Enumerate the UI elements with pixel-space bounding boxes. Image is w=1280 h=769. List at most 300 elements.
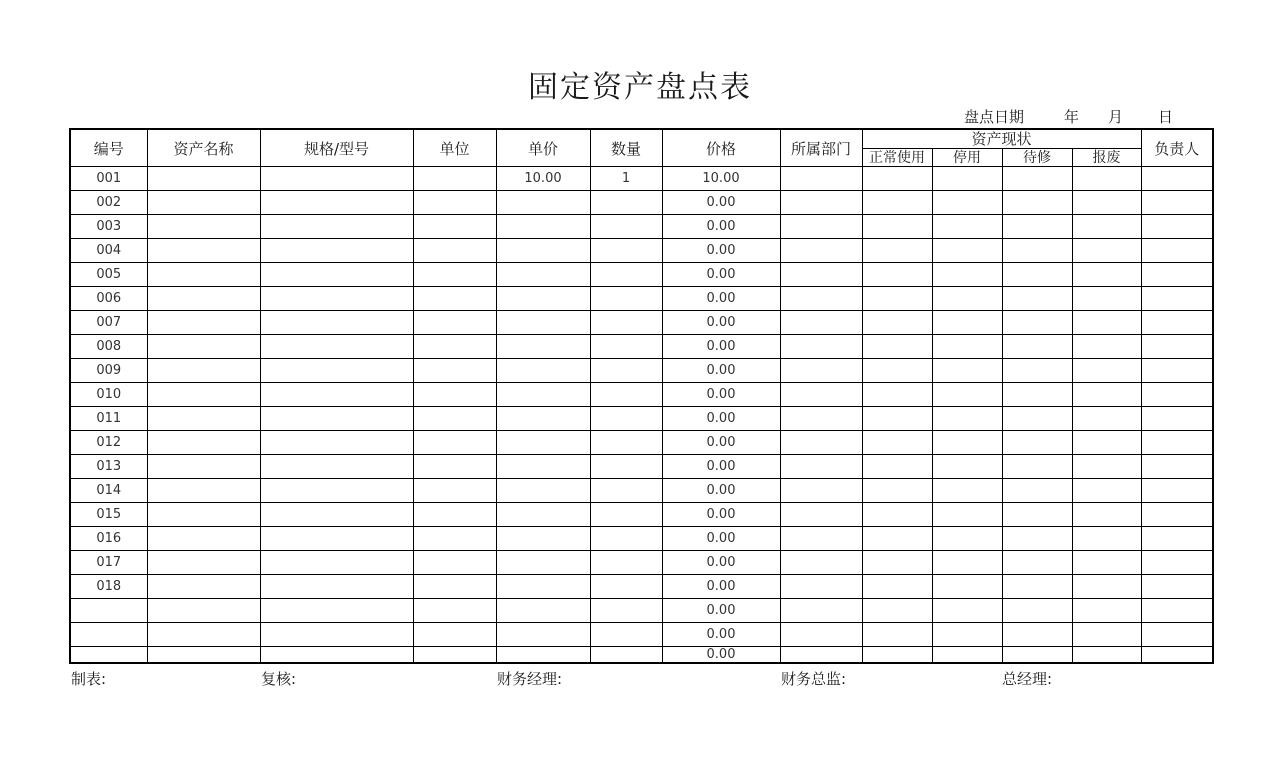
cell-department[interactable] xyxy=(780,239,862,263)
cell-quantity[interactable] xyxy=(590,383,662,407)
cell-id[interactable]: 005 xyxy=(70,263,147,287)
cell-unit[interactable] xyxy=(413,479,496,503)
cell-owner[interactable] xyxy=(1141,575,1213,599)
cell-status-normal[interactable] xyxy=(862,215,932,239)
cell-id[interactable]: 013 xyxy=(70,455,147,479)
table-row xyxy=(70,287,1213,311)
cell-quantity[interactable] xyxy=(590,263,662,287)
cell-spec-model[interactable] xyxy=(260,455,413,479)
cell-id[interactable]: 008 xyxy=(70,335,147,359)
cell-owner[interactable] xyxy=(1141,239,1213,263)
cell-owner[interactable] xyxy=(1141,431,1213,455)
cell-id[interactable]: 011 xyxy=(70,407,147,431)
cell-department[interactable] xyxy=(780,623,862,647)
cell-status-scrapped[interactable] xyxy=(1072,455,1141,479)
cell-status-stopped[interactable] xyxy=(932,575,1002,599)
cell-status-repair[interactable] xyxy=(1002,167,1072,191)
cell-status-scrapped[interactable] xyxy=(1072,167,1141,191)
cell-department[interactable] xyxy=(780,599,862,623)
cell-price[interactable]: 0.00 xyxy=(662,407,780,431)
cell-status-normal[interactable] xyxy=(862,287,932,311)
cell-unit[interactable] xyxy=(413,191,496,215)
cell-asset-name[interactable] xyxy=(147,503,260,527)
cell-status-normal[interactable] xyxy=(862,311,932,335)
cell-id[interactable]: 014 xyxy=(70,479,147,503)
cell-status-normal[interactable] xyxy=(862,359,932,383)
cell-status-stopped[interactable] xyxy=(932,647,1002,664)
cell-owner[interactable] xyxy=(1141,191,1213,215)
cell-asset-name[interactable] xyxy=(147,335,260,359)
cell-status-scrapped[interactable] xyxy=(1072,215,1141,239)
cell-quantity[interactable] xyxy=(590,215,662,239)
cell-unit[interactable] xyxy=(413,647,496,664)
cell-id[interactable]: 016 xyxy=(70,527,147,551)
table-row xyxy=(70,263,1213,287)
cell-department[interactable] xyxy=(780,287,862,311)
cell-unit[interactable] xyxy=(413,575,496,599)
footer-reviewed-by: 复核: xyxy=(261,670,297,688)
cell-status-stopped[interactable] xyxy=(932,479,1002,503)
cell-spec-model[interactable] xyxy=(260,479,413,503)
cell-asset-name[interactable] xyxy=(147,239,260,263)
cell-status-normal[interactable] xyxy=(862,191,932,215)
cell-quantity[interactable] xyxy=(590,623,662,647)
cell-unit[interactable] xyxy=(413,167,496,191)
table-row xyxy=(70,215,1213,239)
cell-status-scrapped[interactable] xyxy=(1072,239,1141,263)
cell-price[interactable]: 0.00 xyxy=(662,503,780,527)
footer-finance-director: 财务总监: xyxy=(781,670,847,688)
cell-status-scrapped[interactable] xyxy=(1072,407,1141,431)
cell-asset-name[interactable] xyxy=(147,431,260,455)
cell-status-repair[interactable] xyxy=(1002,239,1072,263)
cell-asset-name[interactable] xyxy=(147,311,260,335)
header-id: 编号 xyxy=(70,129,147,167)
cell-status-stopped[interactable] xyxy=(932,455,1002,479)
cell-department[interactable] xyxy=(780,383,862,407)
cell-status-normal[interactable] xyxy=(862,335,932,359)
cell-status-stopped[interactable] xyxy=(932,407,1002,431)
cell-status-repair[interactable] xyxy=(1002,335,1072,359)
page-title: 固定资产盘点表 xyxy=(528,70,752,105)
cell-status-repair[interactable] xyxy=(1002,191,1072,215)
cell-status-normal[interactable] xyxy=(862,599,932,623)
cell-status-stopped[interactable] xyxy=(932,191,1002,215)
cell-spec-model[interactable] xyxy=(260,575,413,599)
cell-spec-model[interactable] xyxy=(260,311,413,335)
cell-department[interactable] xyxy=(780,527,862,551)
cell-asset-name[interactable] xyxy=(147,527,260,551)
cell-status-repair[interactable] xyxy=(1002,647,1072,664)
cell-asset-name[interactable] xyxy=(147,599,260,623)
cell-owner[interactable] xyxy=(1141,647,1213,664)
date-label: 盘点日期 xyxy=(964,108,1025,126)
cell-status-repair[interactable] xyxy=(1002,455,1072,479)
cell-status-scrapped[interactable] xyxy=(1072,599,1141,623)
header-asset-status: 资产现状 xyxy=(862,129,1141,149)
cell-spec-model[interactable] xyxy=(260,503,413,527)
cell-price[interactable]: 0.00 xyxy=(662,215,780,239)
cell-price[interactable]: 0.00 xyxy=(662,311,780,335)
cell-status-scrapped[interactable] xyxy=(1072,431,1141,455)
cell-price[interactable]: 0.00 xyxy=(662,479,780,503)
table-row xyxy=(70,335,1213,359)
cell-department[interactable] xyxy=(780,335,862,359)
cell-status-repair[interactable] xyxy=(1002,479,1072,503)
cell-spec-model[interactable] xyxy=(260,215,413,239)
cell-id[interactable]: 003 xyxy=(70,215,147,239)
cell-status-repair[interactable] xyxy=(1002,359,1072,383)
cell-status-repair[interactable] xyxy=(1002,599,1072,623)
cell-price[interactable]: 0.00 xyxy=(662,335,780,359)
cell-unit-price[interactable] xyxy=(496,647,590,664)
cell-asset-name[interactable] xyxy=(147,551,260,575)
cell-asset-name[interactable] xyxy=(147,359,260,383)
cell-unit-price[interactable] xyxy=(496,407,590,431)
cell-status-stopped[interactable] xyxy=(932,527,1002,551)
cell-unit-price[interactable] xyxy=(496,479,590,503)
cell-status-repair[interactable] xyxy=(1002,575,1072,599)
cell-unit[interactable] xyxy=(413,503,496,527)
cell-id[interactable]: 004 xyxy=(70,239,147,263)
cell-asset-name[interactable] xyxy=(147,623,260,647)
cell-status-stopped[interactable] xyxy=(932,335,1002,359)
header-asset-name: 资产名称 xyxy=(147,129,260,167)
cell-id[interactable] xyxy=(70,623,147,647)
cell-status-repair[interactable] xyxy=(1002,431,1072,455)
cell-status-normal[interactable] xyxy=(862,551,932,575)
cell-unit-price[interactable] xyxy=(496,191,590,215)
cell-asset-name[interactable] xyxy=(147,287,260,311)
cell-owner[interactable] xyxy=(1141,479,1213,503)
cell-price[interactable]: 0.00 xyxy=(662,527,780,551)
cell-status-stopped[interactable] xyxy=(932,359,1002,383)
cell-owner[interactable] xyxy=(1141,455,1213,479)
cell-status-stopped[interactable] xyxy=(932,383,1002,407)
cell-owner[interactable] xyxy=(1141,599,1213,623)
cell-price[interactable]: 0.00 xyxy=(662,263,780,287)
cell-asset-name[interactable] xyxy=(147,455,260,479)
cell-unit[interactable] xyxy=(413,311,496,335)
cell-status-scrapped[interactable] xyxy=(1072,263,1141,287)
cell-id[interactable]: 012 xyxy=(70,431,147,455)
cell-department[interactable] xyxy=(780,647,862,664)
cell-department[interactable] xyxy=(780,479,862,503)
header-status-scrapped: 报废 xyxy=(1072,149,1141,167)
cell-asset-name[interactable] xyxy=(147,383,260,407)
cell-status-normal[interactable] xyxy=(862,527,932,551)
cell-quantity[interactable] xyxy=(590,311,662,335)
header-row xyxy=(70,129,1213,149)
cell-owner[interactable] xyxy=(1141,335,1213,359)
cell-status-normal[interactable] xyxy=(862,623,932,647)
cell-status-stopped[interactable] xyxy=(932,431,1002,455)
cell-asset-name[interactable] xyxy=(147,479,260,503)
cell-unit-price[interactable] xyxy=(496,215,590,239)
cell-quantity[interactable] xyxy=(590,359,662,383)
cell-status-stopped[interactable] xyxy=(932,287,1002,311)
cell-unit[interactable] xyxy=(413,551,496,575)
cell-status-normal[interactable] xyxy=(862,239,932,263)
cell-quantity[interactable]: 1 xyxy=(590,167,662,191)
cell-status-scrapped[interactable] xyxy=(1072,383,1141,407)
cell-id[interactable]: 006 xyxy=(70,287,147,311)
table-row xyxy=(70,191,1213,215)
cell-price[interactable]: 0.00 xyxy=(662,455,780,479)
cell-unit-price[interactable] xyxy=(496,239,590,263)
cell-price[interactable]: 0.00 xyxy=(662,383,780,407)
cell-quantity[interactable] xyxy=(590,287,662,311)
cell-owner[interactable] xyxy=(1141,287,1213,311)
cell-spec-model[interactable] xyxy=(260,335,413,359)
cell-spec-model[interactable] xyxy=(260,599,413,623)
cell-owner[interactable] xyxy=(1141,167,1213,191)
cell-status-normal[interactable] xyxy=(862,167,932,191)
header-department: 所属部门 xyxy=(780,129,862,167)
cell-unit[interactable] xyxy=(413,335,496,359)
cell-price[interactable]: 0.00 xyxy=(662,647,780,664)
cell-status-normal[interactable] xyxy=(862,455,932,479)
cell-unit[interactable] xyxy=(413,455,496,479)
cell-price[interactable]: 0.00 xyxy=(662,191,780,215)
cell-unit-price[interactable] xyxy=(496,527,590,551)
header-status-repair: 待修 xyxy=(1002,149,1072,167)
cell-status-stopped[interactable] xyxy=(932,167,1002,191)
cell-spec-model[interactable] xyxy=(260,527,413,551)
cell-quantity[interactable] xyxy=(590,599,662,623)
cell-status-scrapped[interactable] xyxy=(1072,191,1141,215)
cell-status-repair[interactable] xyxy=(1002,551,1072,575)
cell-unit[interactable] xyxy=(413,383,496,407)
cell-status-stopped[interactable] xyxy=(932,215,1002,239)
cell-status-normal[interactable] xyxy=(862,431,932,455)
cell-unit-price[interactable] xyxy=(496,503,590,527)
cell-status-repair[interactable] xyxy=(1002,383,1072,407)
cell-unit[interactable] xyxy=(413,359,496,383)
cell-unit-price[interactable] xyxy=(496,431,590,455)
cell-owner[interactable] xyxy=(1141,407,1213,431)
cell-asset-name[interactable] xyxy=(147,215,260,239)
cell-department[interactable] xyxy=(780,575,862,599)
cell-status-stopped[interactable] xyxy=(932,623,1002,647)
cell-status-stopped[interactable] xyxy=(932,311,1002,335)
cell-status-repair[interactable] xyxy=(1002,407,1072,431)
cell-spec-model[interactable] xyxy=(260,623,413,647)
cell-unit[interactable] xyxy=(413,431,496,455)
cell-department[interactable] xyxy=(780,191,862,215)
cell-department[interactable] xyxy=(780,551,862,575)
cell-status-repair[interactable] xyxy=(1002,623,1072,647)
cell-quantity[interactable] xyxy=(590,527,662,551)
cell-asset-name[interactable] xyxy=(147,167,260,191)
cell-unit[interactable] xyxy=(413,407,496,431)
cell-status-normal[interactable] xyxy=(862,263,932,287)
cell-owner[interactable] xyxy=(1141,215,1213,239)
cell-owner[interactable] xyxy=(1141,551,1213,575)
cell-status-stopped[interactable] xyxy=(932,503,1002,527)
cell-status-repair[interactable] xyxy=(1002,311,1072,335)
cell-owner[interactable] xyxy=(1141,359,1213,383)
cell-unit[interactable] xyxy=(413,263,496,287)
cell-unit-price[interactable] xyxy=(496,551,590,575)
cell-quantity[interactable] xyxy=(590,503,662,527)
cell-quantity[interactable] xyxy=(590,191,662,215)
cell-id[interactable] xyxy=(70,599,147,623)
table-row xyxy=(70,479,1213,503)
cell-id[interactable]: 015 xyxy=(70,503,147,527)
cell-department[interactable] xyxy=(780,167,862,191)
cell-unit-price[interactable] xyxy=(496,263,590,287)
cell-status-normal[interactable] xyxy=(862,575,932,599)
cell-owner[interactable] xyxy=(1141,623,1213,647)
cell-unit-price[interactable] xyxy=(496,383,590,407)
header-status-normal: 正常使用 xyxy=(862,149,932,167)
cell-status-stopped[interactable] xyxy=(932,239,1002,263)
cell-asset-name[interactable] xyxy=(147,647,260,664)
cell-unit-price[interactable] xyxy=(496,359,590,383)
cell-id[interactable]: 001 xyxy=(70,167,147,191)
cell-status-normal[interactable] xyxy=(862,647,932,664)
header-unit-price: 单价 xyxy=(496,129,590,167)
year-label: 年 xyxy=(1064,108,1080,126)
cell-department[interactable] xyxy=(780,407,862,431)
cell-department[interactable] xyxy=(780,215,862,239)
table-row xyxy=(70,551,1213,575)
cell-id[interactable]: 002 xyxy=(70,191,147,215)
cell-spec-model[interactable] xyxy=(260,287,413,311)
cell-department[interactable] xyxy=(780,431,862,455)
cell-price[interactable]: 0.00 xyxy=(662,551,780,575)
cell-unit[interactable] xyxy=(413,287,496,311)
cell-owner[interactable] xyxy=(1141,527,1213,551)
cell-unit[interactable] xyxy=(413,623,496,647)
cell-status-repair[interactable] xyxy=(1002,263,1072,287)
cell-unit-price[interactable] xyxy=(496,335,590,359)
table-row xyxy=(70,575,1213,599)
cell-spec-model[interactable] xyxy=(260,383,413,407)
cell-id[interactable]: 007 xyxy=(70,311,147,335)
cell-spec-model[interactable] xyxy=(260,359,413,383)
cell-status-normal[interactable] xyxy=(862,383,932,407)
cell-quantity[interactable] xyxy=(590,551,662,575)
cell-spec-model[interactable] xyxy=(260,263,413,287)
cell-price[interactable]: 0.00 xyxy=(662,575,780,599)
cell-asset-name[interactable] xyxy=(147,191,260,215)
cell-status-normal[interactable] xyxy=(862,407,932,431)
cell-status-stopped[interactable] xyxy=(932,263,1002,287)
cell-department[interactable] xyxy=(780,359,862,383)
cell-unit-price[interactable] xyxy=(496,599,590,623)
cell-status-scrapped[interactable] xyxy=(1072,479,1141,503)
cell-unit-price[interactable] xyxy=(496,455,590,479)
cell-asset-name[interactable] xyxy=(147,407,260,431)
cell-status-stopped[interactable] xyxy=(932,551,1002,575)
cell-unit-price[interactable]: 10.00 xyxy=(496,167,590,191)
cell-unit-price[interactable] xyxy=(496,287,590,311)
cell-price[interactable]: 10.00 xyxy=(662,167,780,191)
cell-price[interactable]: 0.00 xyxy=(662,623,780,647)
cell-quantity[interactable] xyxy=(590,479,662,503)
cell-status-scrapped[interactable] xyxy=(1072,335,1141,359)
cell-spec-model[interactable] xyxy=(260,191,413,215)
cell-status-repair[interactable] xyxy=(1002,215,1072,239)
cell-status-scrapped[interactable] xyxy=(1072,527,1141,551)
cell-status-repair[interactable] xyxy=(1002,503,1072,527)
cell-quantity[interactable] xyxy=(590,407,662,431)
cell-status-scrapped[interactable] xyxy=(1072,623,1141,647)
cell-spec-model[interactable] xyxy=(260,551,413,575)
cell-unit[interactable] xyxy=(413,239,496,263)
day-label: 日 xyxy=(1158,108,1174,126)
cell-spec-model[interactable] xyxy=(260,167,413,191)
cell-unit-price[interactable] xyxy=(496,311,590,335)
cell-quantity[interactable] xyxy=(590,647,662,664)
cell-id[interactable]: 017 xyxy=(70,551,147,575)
cell-status-stopped[interactable] xyxy=(932,599,1002,623)
cell-quantity[interactable] xyxy=(590,239,662,263)
cell-status-normal[interactable] xyxy=(862,503,932,527)
cell-owner[interactable] xyxy=(1141,383,1213,407)
cell-quantity[interactable] xyxy=(590,455,662,479)
cell-status-scrapped[interactable] xyxy=(1072,359,1141,383)
cell-unit[interactable] xyxy=(413,599,496,623)
cell-spec-model[interactable] xyxy=(260,239,413,263)
cell-id[interactable] xyxy=(70,647,147,664)
cell-status-scrapped[interactable] xyxy=(1072,287,1141,311)
cell-price[interactable]: 0.00 xyxy=(662,359,780,383)
cell-status-scrapped[interactable] xyxy=(1072,551,1141,575)
table-row xyxy=(70,503,1213,527)
header-quantity: 数量 xyxy=(590,129,662,167)
cell-asset-name[interactable] xyxy=(147,263,260,287)
cell-unit[interactable] xyxy=(413,527,496,551)
cell-asset-name[interactable] xyxy=(147,575,260,599)
cell-owner[interactable] xyxy=(1141,503,1213,527)
cell-unit[interactable] xyxy=(413,215,496,239)
cell-status-scrapped[interactable] xyxy=(1072,503,1141,527)
cell-owner[interactable] xyxy=(1141,263,1213,287)
cell-status-scrapped[interactable] xyxy=(1072,647,1141,664)
cell-quantity[interactable] xyxy=(590,431,662,455)
cell-quantity[interactable] xyxy=(590,335,662,359)
footer-finance-manager: 财务经理: xyxy=(497,670,563,688)
header-spec-model: 规格/型号 xyxy=(260,129,413,167)
cell-status-normal[interactable] xyxy=(862,479,932,503)
cell-spec-model[interactable] xyxy=(260,407,413,431)
cell-department[interactable] xyxy=(780,263,862,287)
cell-price[interactable]: 0.00 xyxy=(662,239,780,263)
cell-price[interactable]: 0.00 xyxy=(662,287,780,311)
cell-department[interactable] xyxy=(780,455,862,479)
cell-status-repair[interactable] xyxy=(1002,527,1072,551)
cell-spec-model[interactable] xyxy=(260,647,413,664)
cell-department[interactable] xyxy=(780,503,862,527)
cell-department[interactable] xyxy=(780,311,862,335)
cell-unit-price[interactable] xyxy=(496,575,590,599)
cell-status-repair[interactable] xyxy=(1002,287,1072,311)
cell-id[interactable]: 018 xyxy=(70,575,147,599)
cell-status-scrapped[interactable] xyxy=(1072,311,1141,335)
cell-price[interactable]: 0.00 xyxy=(662,431,780,455)
cell-spec-model[interactable] xyxy=(260,431,413,455)
cell-id[interactable]: 010 xyxy=(70,383,147,407)
cell-price[interactable]: 0.00 xyxy=(662,599,780,623)
cell-owner[interactable] xyxy=(1141,311,1213,335)
cell-quantity[interactable] xyxy=(590,575,662,599)
cell-id[interactable]: 009 xyxy=(70,359,147,383)
cell-status-scrapped[interactable] xyxy=(1072,575,1141,599)
cell-unit-price[interactable] xyxy=(496,623,590,647)
